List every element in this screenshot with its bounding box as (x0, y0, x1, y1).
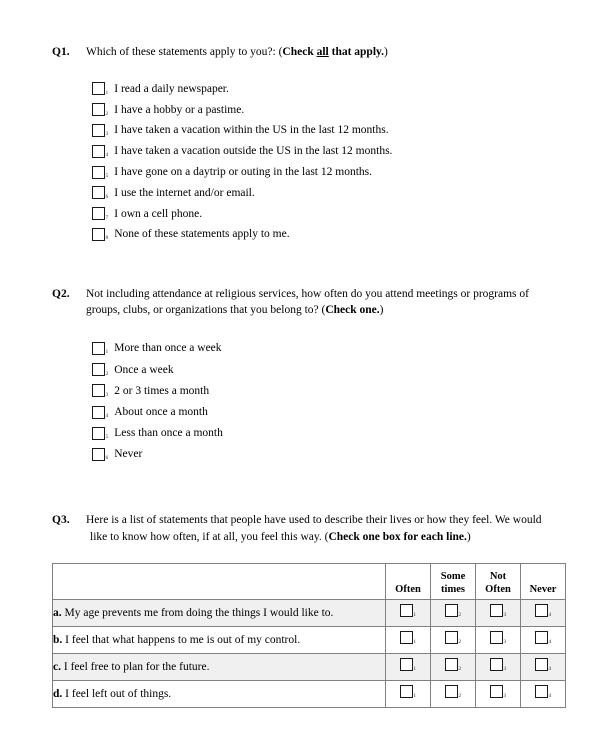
q1-option-5[interactable] (92, 162, 555, 183)
checkbox-icon[interactable] (92, 207, 105, 220)
checkbox-icon[interactable] (400, 658, 413, 671)
response-cell-never[interactable] (521, 654, 566, 681)
checkbox-icon[interactable] (535, 685, 548, 698)
response-cell-notoften[interactable] (476, 600, 521, 627)
q3-instruction: Check one box for each line. (328, 530, 467, 543)
response-column-header-notoften: Not Often (476, 564, 521, 600)
option-label: I have taken a vacation outside the US in the last 12 months. (114, 145, 393, 158)
checkbox-icon[interactable] (400, 685, 413, 698)
checkbox-subscript: 6 (105, 193, 109, 200)
checkbox-subscript: 2 (458, 611, 462, 618)
checkbox-wrap[interactable] (490, 631, 506, 644)
row-statement: I feel left out of things. (65, 688, 172, 700)
checkbox-wrap[interactable] (92, 384, 108, 397)
statement-cell (53, 681, 386, 708)
response-cell-never[interactable] (521, 600, 566, 627)
response-cell-sometimes[interactable] (431, 681, 476, 708)
q2-number: Q2. (52, 287, 70, 300)
checkbox-icon[interactable] (535, 631, 548, 644)
checkbox-wrap[interactable] (535, 685, 551, 698)
q2-prompt-close: ) (379, 304, 384, 317)
checkbox-icon[interactable] (445, 685, 458, 698)
table-row (53, 600, 566, 627)
q2-option-list (92, 338, 555, 465)
table-row (53, 627, 566, 654)
q3-prompt-close: ) (466, 530, 471, 543)
checkbox-wrap[interactable] (400, 604, 416, 617)
checkbox-icon[interactable] (92, 145, 105, 158)
response-column-header-never: Never (521, 564, 566, 600)
q1-option-2[interactable] (92, 99, 555, 120)
question-q3 (52, 512, 555, 545)
q1-prompt-close: ) (384, 46, 388, 58)
checkbox-subscript: 4 (548, 665, 552, 672)
q3-table-body (53, 600, 566, 708)
checkbox-icon[interactable] (92, 342, 105, 355)
checkbox-icon[interactable] (92, 448, 105, 461)
q3-number: Q3. (52, 514, 70, 526)
response-cell-often[interactable] (386, 654, 431, 681)
q1-option-6[interactable] (92, 182, 555, 203)
checkbox-wrap[interactable] (445, 658, 461, 671)
option-label: I have a hobby or a pastime. (114, 103, 245, 116)
checkbox-icon[interactable] (92, 363, 105, 376)
q2-option-2[interactable] (92, 359, 555, 380)
checkbox-wrap[interactable] (92, 228, 108, 241)
checkbox-icon[interactable] (92, 166, 105, 179)
option-label: Once a week (114, 363, 174, 376)
response-cell-notoften[interactable] (476, 681, 521, 708)
checkbox-wrap[interactable] (92, 186, 108, 199)
checkbox-subscript: 3 (503, 638, 507, 645)
table-row (53, 681, 566, 708)
checkbox-wrap[interactable] (490, 604, 506, 617)
row-statement: My age prevents me from doing the things I would like to. (64, 607, 334, 619)
checkbox-icon[interactable] (535, 658, 548, 671)
checkbox-icon[interactable] (92, 186, 105, 199)
option-label: Never (114, 448, 143, 461)
checkbox-subscript: 5 (105, 434, 109, 441)
q3-table-wrapper (52, 563, 555, 708)
checkbox-subscript: 1 (413, 638, 417, 645)
question-q2 (52, 286, 555, 319)
checkbox-subscript: 2 (458, 692, 462, 699)
checkbox-wrap[interactable] (445, 631, 461, 644)
option-label: I use the internet and/or email. (114, 186, 255, 199)
checkbox-subscript: 1 (413, 692, 417, 699)
q1-instruction-tail: that apply. (328, 46, 385, 58)
checkbox-wrap[interactable] (490, 685, 506, 698)
checkbox-icon[interactable] (400, 604, 413, 617)
row-letter: d. (53, 688, 63, 700)
checkbox-subscript: 3 (503, 611, 507, 618)
checkbox-subscript: 3 (503, 692, 507, 699)
checkbox-icon[interactable] (445, 658, 458, 671)
checkbox-subscript: 4 (105, 152, 109, 159)
checkbox-subscript: 1 (413, 611, 417, 618)
response-cell-often[interactable] (386, 681, 431, 708)
checkbox-icon[interactable] (490, 658, 503, 671)
checkbox-subscript: 3 (105, 391, 109, 398)
q3-prompt (86, 512, 555, 545)
checkbox-icon[interactable] (445, 604, 458, 617)
checkbox-wrap[interactable] (490, 658, 506, 671)
checkbox-icon[interactable] (92, 384, 105, 397)
q1-option-1[interactable] (92, 79, 555, 100)
row-statement: I feel that what happens to me is out of my control. (65, 634, 301, 646)
option-label: I read a daily newspaper. (114, 82, 229, 95)
checkbox-wrap[interactable] (92, 145, 108, 158)
statement-cell (53, 654, 386, 681)
response-cell-never[interactable] (521, 627, 566, 654)
checkbox-subscript: 4 (548, 638, 552, 645)
option-label: I have taken a vacation within the US in the last 12 months. (114, 124, 389, 137)
q2-option-6[interactable] (92, 444, 555, 465)
checkbox-icon[interactable] (92, 82, 105, 95)
q3-table-head (53, 564, 566, 600)
q2-prompt-text: Not including attendance at religious services, how often do you attend meetings or programs of groups, clubs, or organizations that you belong to? ( (86, 287, 529, 317)
response-cell-often[interactable] (386, 600, 431, 627)
checkbox-subscript: 4 (548, 611, 552, 618)
checkbox-wrap[interactable] (400, 658, 416, 671)
checkbox-subscript: 4 (548, 692, 552, 699)
checkbox-wrap[interactable] (92, 406, 108, 419)
q1-option-list (92, 79, 555, 245)
checkbox-subscript: 8 (105, 235, 109, 242)
response-column-header-often: Often (386, 564, 431, 600)
checkbox-wrap[interactable] (535, 604, 551, 617)
checkbox-subscript: 2 (458, 665, 462, 672)
checkbox-icon[interactable] (535, 604, 548, 617)
checkbox-icon[interactable] (445, 631, 458, 644)
checkbox-icon[interactable] (490, 604, 503, 617)
q2-option-4[interactable] (92, 401, 555, 422)
checkbox-icon[interactable] (92, 124, 105, 137)
checkbox-wrap[interactable] (92, 427, 108, 440)
q2-instruction: Check one. (325, 304, 380, 317)
checkbox-subscript: 2 (105, 370, 109, 377)
checkbox-subscript: 4 (105, 413, 109, 420)
q1-number: Q1. (52, 46, 70, 58)
option-label: 2 or 3 times a month (114, 384, 210, 397)
checkbox-wrap[interactable] (92, 166, 108, 179)
checkbox-wrap[interactable] (92, 342, 108, 355)
checkbox-icon[interactable] (92, 427, 105, 440)
checkbox-wrap[interactable] (400, 631, 416, 644)
response-cell-sometimes[interactable] (431, 600, 476, 627)
checkbox-subscript: 1 (413, 665, 417, 672)
checkbox-subscript: 1 (105, 89, 109, 96)
q3-prompt-text: Here is a list of statements that people have used to describe their lives or how they feel. We would like to know how often, if at all, you feel this way. ( (86, 514, 542, 543)
checkbox-wrap[interactable] (92, 207, 108, 220)
row-statement: I feel free to plan for the future. (63, 661, 210, 673)
response-column-header-sometimes: Some times (431, 564, 476, 600)
checkbox-subscript: 1 (105, 349, 109, 356)
checkbox-wrap[interactable] (92, 103, 108, 116)
statement-column-header (53, 564, 386, 600)
q1-prompt-text: Which of these statements apply to you?: ( (86, 46, 283, 58)
checkbox-wrap[interactable] (92, 82, 108, 95)
response-cell-never[interactable] (521, 681, 566, 708)
q2-option-3[interactable] (92, 380, 555, 401)
option-label: None of these statements apply to me. (114, 228, 290, 241)
checkbox-wrap[interactable] (92, 124, 108, 137)
statement-cell (53, 600, 386, 627)
q1-instruction-emphasis: all (316, 46, 329, 58)
checkbox-wrap[interactable] (92, 363, 108, 376)
q3-response-table (52, 563, 566, 708)
q1-instruction-lead: Check (282, 46, 317, 58)
checkbox-subscript: 6 (105, 455, 109, 462)
checkbox-icon[interactable] (92, 228, 105, 241)
checkbox-icon[interactable] (490, 685, 503, 698)
checkbox-subscript: 3 (105, 131, 109, 138)
row-letter: c. (53, 661, 61, 673)
checkbox-wrap[interactable] (400, 685, 416, 698)
q2-option-1[interactable] (92, 338, 555, 359)
checkbox-icon[interactable] (92, 406, 105, 419)
option-label: About once a month (114, 406, 208, 419)
checkbox-subscript: 2 (458, 638, 462, 645)
q2-prompt (86, 286, 541, 319)
checkbox-icon[interactable] (92, 103, 105, 116)
option-label: Less than once a month (114, 427, 223, 440)
table-row (53, 654, 566, 681)
checkbox-wrap[interactable] (445, 685, 461, 698)
response-cell-notoften[interactable] (476, 654, 521, 681)
checkbox-subscript: 7 (105, 214, 109, 221)
checkbox-subscript: 2 (105, 110, 109, 117)
option-label: I own a cell phone. (114, 207, 203, 220)
q1-option-4[interactable] (92, 141, 555, 162)
response-cell-often[interactable] (386, 627, 431, 654)
statement-cell (53, 627, 386, 654)
table-header-row (53, 564, 566, 600)
question-q1 (52, 44, 555, 61)
response-cell-sometimes[interactable] (431, 627, 476, 654)
checkbox-wrap[interactable] (535, 658, 551, 671)
response-cell-notoften[interactable] (476, 627, 521, 654)
response-cell-sometimes[interactable] (431, 654, 476, 681)
checkbox-subscript: 3 (503, 665, 507, 672)
q1-option-8[interactable] (92, 224, 555, 245)
row-letter: a. (53, 607, 62, 619)
checkbox-icon[interactable] (490, 631, 503, 644)
checkbox-wrap[interactable] (445, 604, 461, 617)
q1-option-3[interactable] (92, 120, 555, 141)
checkbox-wrap[interactable] (92, 448, 108, 461)
checkbox-wrap[interactable] (535, 631, 551, 644)
q2-option-5[interactable] (92, 423, 555, 444)
checkbox-icon[interactable] (400, 631, 413, 644)
option-label: More than once a week (114, 342, 222, 355)
q1-prompt (86, 44, 506, 61)
row-letter: b. (53, 634, 63, 646)
checkbox-subscript: 5 (105, 173, 109, 180)
option-label: I have gone on a daytrip or outing in the last 12 months. (114, 166, 372, 179)
q1-option-7[interactable] (92, 203, 555, 224)
